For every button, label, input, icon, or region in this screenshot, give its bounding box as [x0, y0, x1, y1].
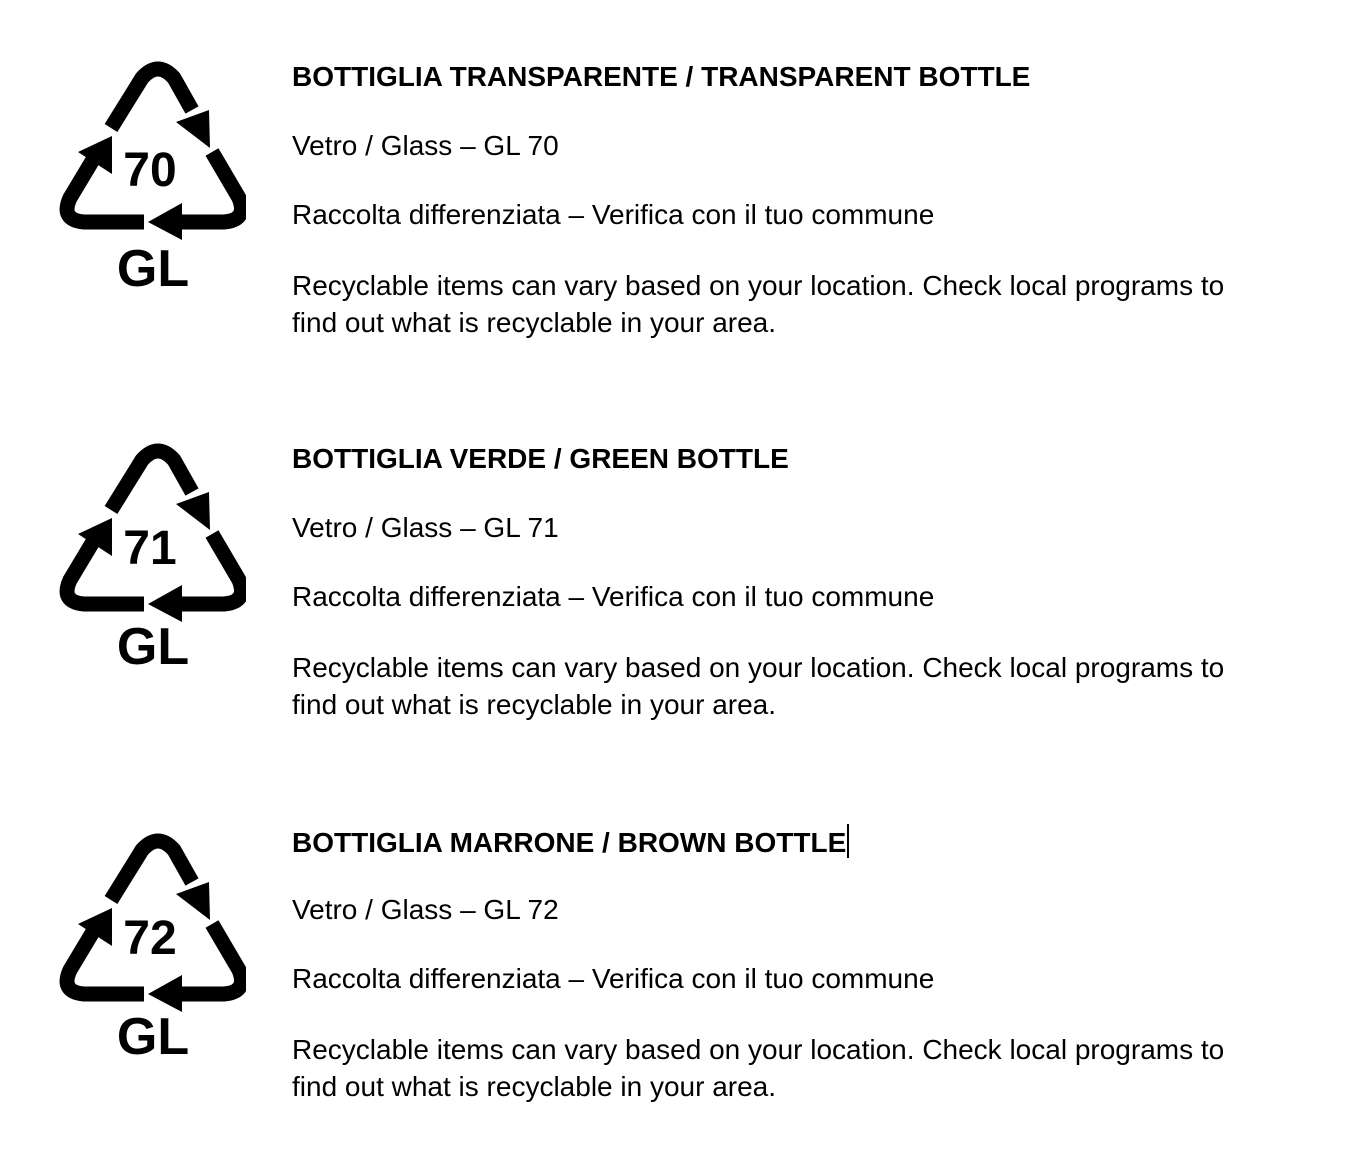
- entry-note: Recyclable items can vary based on your location. Check local programs to find out what is recyclable in your area.: [292, 652, 1225, 720]
- entry-title-container[interactable]: [292, 824, 849, 860]
- recycling-code-letters: GL: [116, 618, 190, 676]
- recycling-code-symbol: [56, 442, 246, 682]
- recycling-entry: [0, 60, 1352, 400]
- recycling-code-letters: GL: [116, 240, 190, 298]
- recycling-code-letters: GL: [116, 1008, 190, 1066]
- entry-material: Vetro / Glass – GL 71: [292, 512, 559, 543]
- recycling-code-number: 70: [123, 144, 177, 197]
- text-cursor: [847, 824, 849, 858]
- recycling-code-symbol: [56, 60, 246, 300]
- recycling-code-number: 71: [123, 522, 177, 575]
- entry-material: Vetro / Glass – GL 70: [292, 130, 559, 161]
- entry-title: BOTTIGLIA TRANSPARENTE / TRANSPARENT BOTTLE: [292, 61, 1031, 92]
- entry-collection: Raccolta differenziata – Verifica con il tuo commune: [292, 199, 935, 230]
- recycling-triangle-icon: [56, 60, 246, 300]
- entry-note: Recyclable items can vary based on your location. Check local programs to find out what is recyclable in your area.: [292, 1034, 1225, 1102]
- entry-title: BOTTIGLIA VERDE / GREEN BOTTLE: [292, 443, 789, 474]
- entry-title: BOTTIGLIA MARRONE / BROWN BOTTLE: [292, 827, 847, 858]
- recycling-triangle-icon: [56, 832, 246, 1072]
- entry-note: Recyclable items can vary based on your location. Check local programs to find out what is recyclable in your area.: [292, 270, 1225, 338]
- recycling-triangle-icon: [56, 442, 246, 682]
- recycling-entry: [0, 824, 1352, 1164]
- entry-collection: Raccolta differenziata – Verifica con il tuo commune: [292, 581, 935, 612]
- recycling-code-number: 72: [123, 912, 177, 965]
- recycling-entry: [0, 442, 1352, 782]
- recycling-code-symbol: [56, 832, 246, 1072]
- entry-collection: Raccolta differenziata – Verifica con il tuo commune: [292, 963, 935, 994]
- entry-material: Vetro / Glass – GL 72: [292, 894, 559, 925]
